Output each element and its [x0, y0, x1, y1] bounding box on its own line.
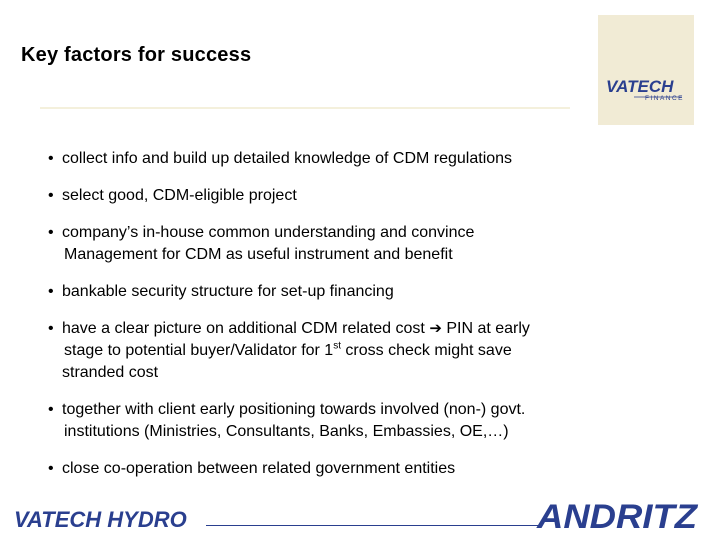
- bullet-text: • company’s in-house common understanding and convince: [62, 224, 475, 241]
- bullet-item: [48, 185, 688, 207]
- bullet-text: PIN at early: [441, 320, 530, 337]
- vatech-finance-logo: [598, 15, 694, 125]
- bullet-item: [48, 281, 688, 303]
- bullet-item: [48, 399, 688, 443]
- bullet-text: • collect info and build up detailed knowledge of CDM regulations: [62, 150, 513, 167]
- title-divider: [40, 107, 570, 109]
- footer-left-logo-text: VATECH HYDRO: [14, 507, 187, 532]
- arrow-icon: ➔: [429, 320, 442, 337]
- bullet-list: [48, 148, 688, 495]
- bullet-text: • together with client early positioning towards involved (non-) govt.: [62, 401, 526, 418]
- logo-brand-text: VATECH: [606, 77, 674, 96]
- bullet-item: [48, 222, 688, 266]
- slide-title: Key factors for success: [21, 44, 252, 66]
- bullet-text: • select good, CDM-eligible project: [62, 187, 297, 204]
- bullet-text: stranded cost: [62, 364, 159, 381]
- bullet-item: [48, 148, 688, 170]
- bullet-line: [62, 340, 688, 362]
- bullet-text: institutions (Ministries, Consultants, Banks, Embassies, OE,…): [64, 423, 509, 440]
- footer-divider: [206, 525, 538, 526]
- bullet-line: [62, 318, 688, 340]
- logo-sub-text: FINANCE: [644, 95, 684, 102]
- vatech-hydro-logo: [12, 504, 212, 539]
- bullet-text: Management for CDM as useful instrument and benefit: [64, 246, 453, 263]
- bullet-text: • close co-operation between related government entities: [62, 460, 456, 477]
- bullet-text: cross check might save: [340, 342, 512, 359]
- bullet-item: [48, 318, 688, 384]
- bullet-text: have a clear picture on additional CDM related cost: [62, 320, 430, 337]
- footer-right-logo-text: ANDRITZ: [535, 498, 699, 532]
- superscript-text: st: [333, 340, 341, 352]
- bullet-item: [48, 458, 688, 480]
- bullet-text: stage to potential buyer/Validator for 1: [64, 342, 334, 359]
- andritz-logo: [535, 496, 705, 537]
- bullet-text: • bankable security structure for set-up financing: [62, 283, 394, 300]
